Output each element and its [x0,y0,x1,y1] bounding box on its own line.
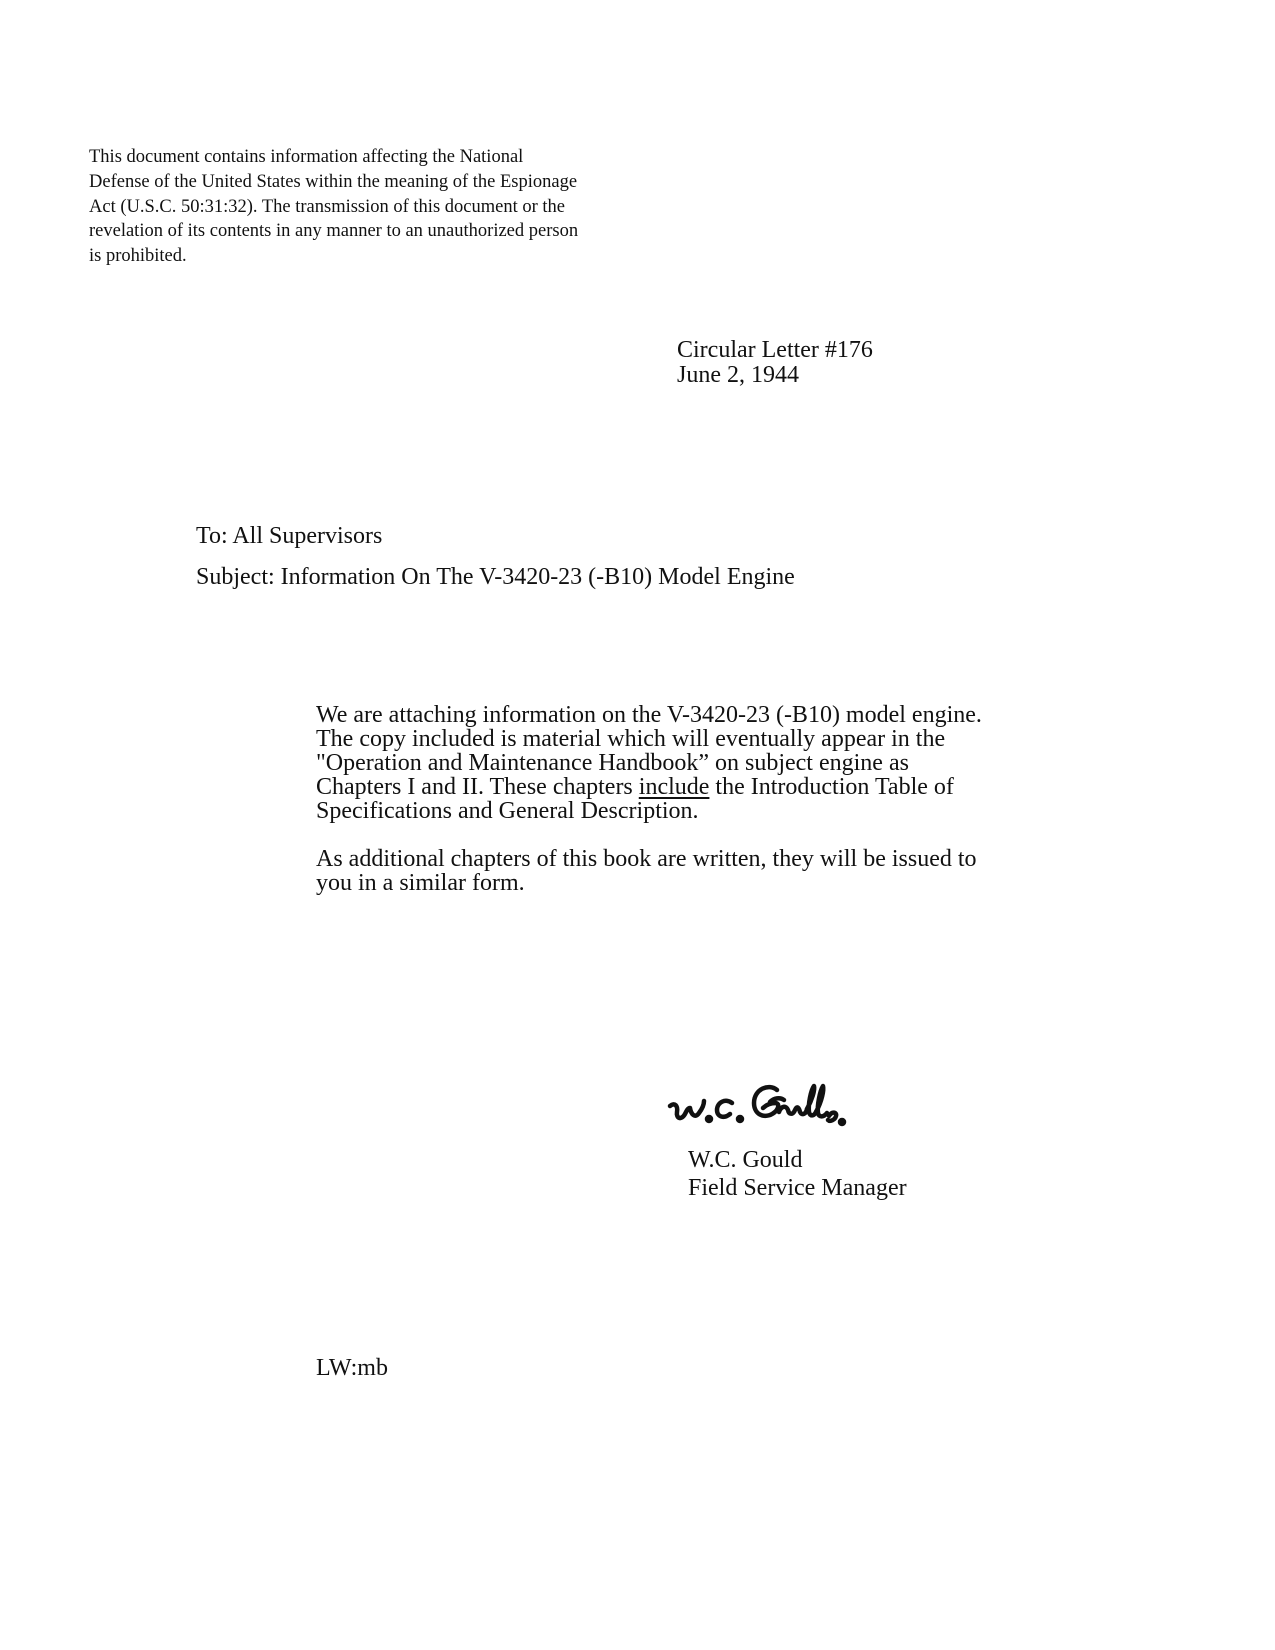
subject-line: Subject: Information On The V-3420-23 (-B10) Model Engine [196,564,795,590]
letter-date: June 2, 1944 [677,362,799,388]
letter-header [677,338,873,388]
to-line: To: All Supervisors [196,523,383,549]
notice-line-2: Defense of the United States within the meaning of the Espionage [89,171,578,192]
line-4-text-before: Chapters I and II. These chapters [316,774,639,800]
paragraph-1-line-1: We are attaching information on the V-3420-23 (-B10) model engine. [316,702,982,728]
paragraph-1-line-5: Specifications and General Description. [316,798,699,824]
signer-block [688,1146,907,1202]
letter-body [316,703,1016,895]
handwritten-signature [666,1078,876,1138]
security-notice [89,145,629,269]
circular-letter-number: Circular Letter #176 [677,337,873,363]
body-paragraph-1 [316,703,1016,823]
paragraph-1-line-2: The copy included is material which will eventually appear in the [316,726,946,752]
paragraph-1-line-4 [316,775,1016,799]
signer-name: W.C. Gould [688,1147,803,1173]
notice-line-1: This document contains information affecting the National [89,147,524,167]
paragraph-1-line-3: "Operation and Maintenance Handbook” on subject engine as [316,750,909,776]
line-4-text-after: the Introduction Table of [709,774,954,800]
paragraph-2-line-1: As additional chapters of this book are written, they will be issued to [316,846,977,872]
paragraph-2-line-2: you in a similar form. [316,870,525,896]
underlined-word: include [638,774,710,800]
notice-line-3: Act (U.S.C. 50:31:32). The transmission of this document or the [89,196,565,217]
notice-line-5: is prohibited. [89,246,187,267]
body-paragraph-2 [316,847,1016,895]
notice-line-4: revelation of its contents in any manner to an unauthorized person [89,221,579,242]
signer-title: Field Service Manager [688,1175,907,1201]
reference-initials: LW:mb [316,1355,388,1381]
